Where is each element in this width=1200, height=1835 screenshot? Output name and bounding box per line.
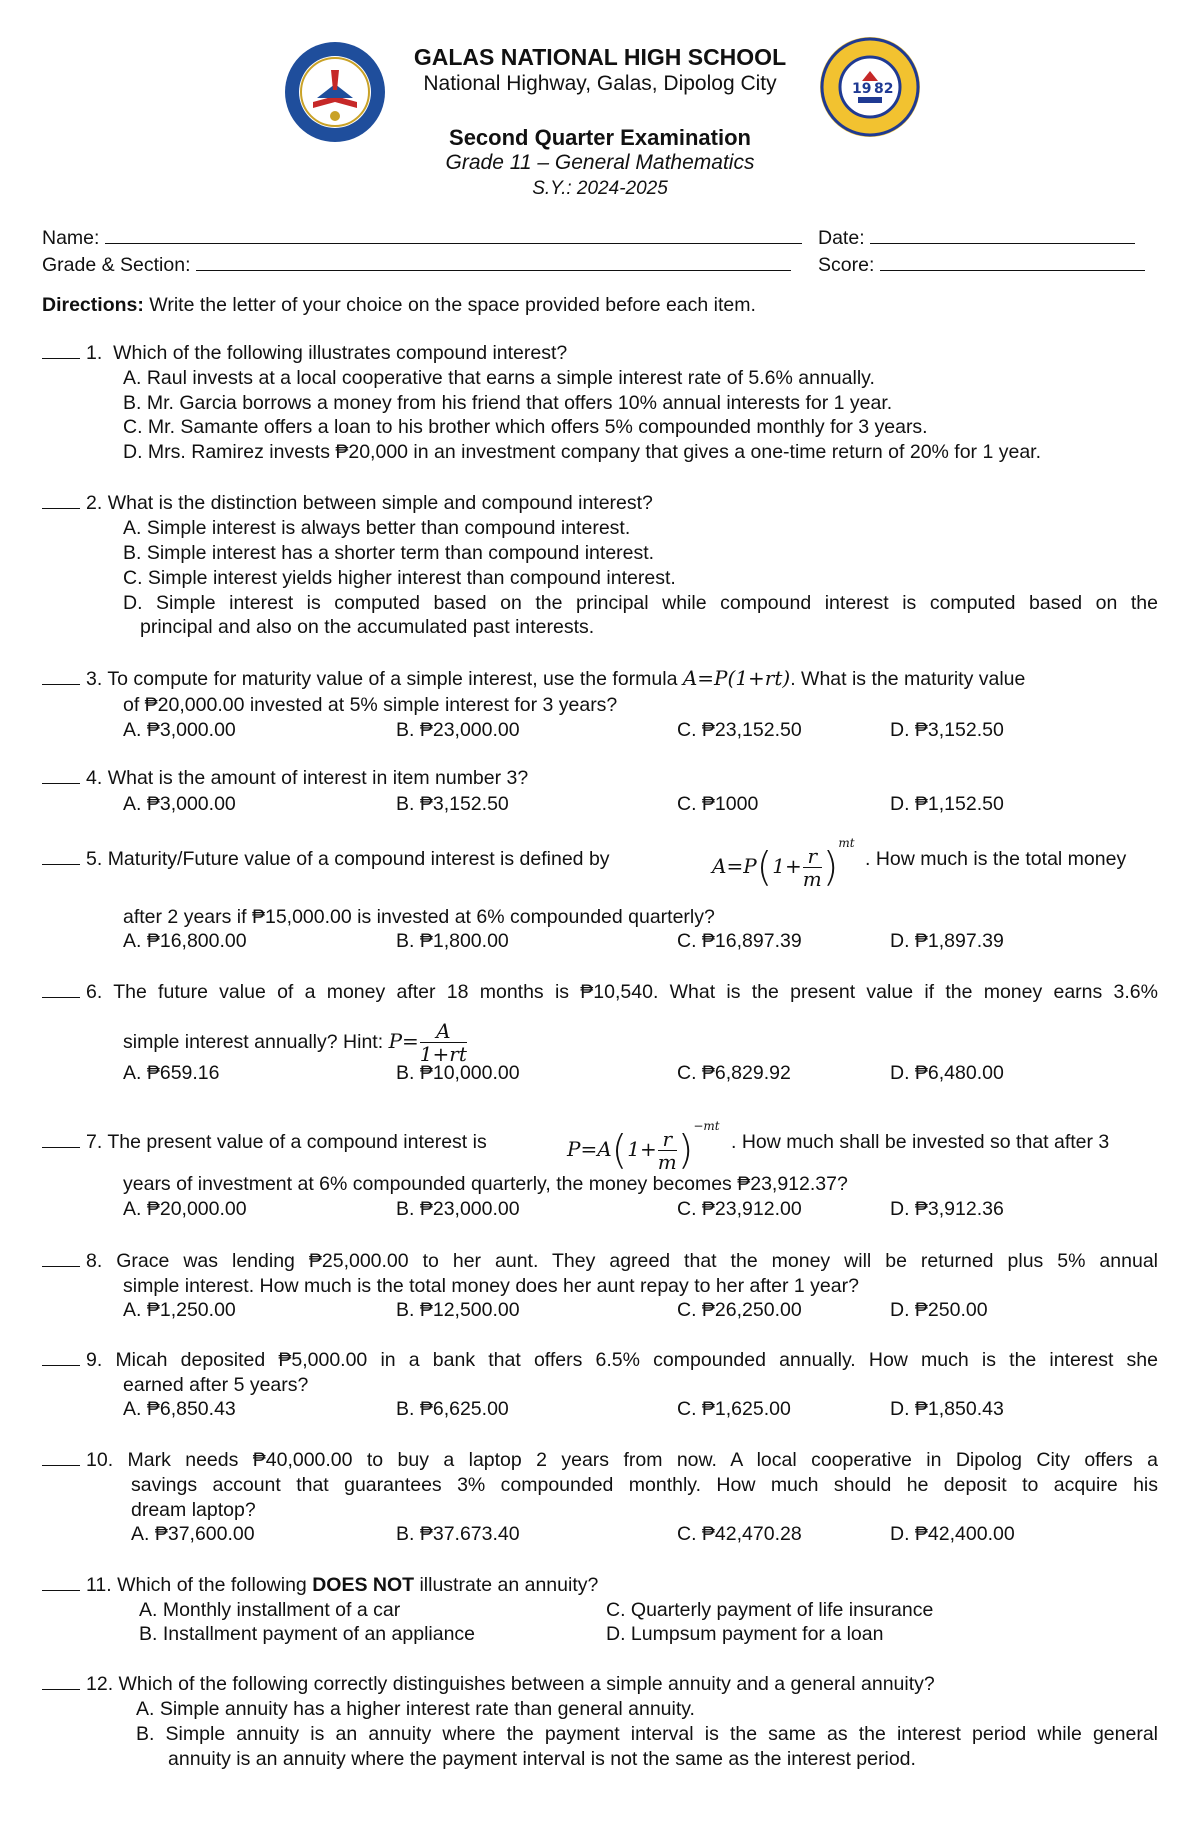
logo-year-b: 82 xyxy=(874,81,894,97)
formula-one: 1+ xyxy=(772,854,802,878)
option-b: B. Simple annuity is an annuity where the payment interval is the same as the interest period while general xyxy=(136,1723,1158,1745)
formula-paren-open: ( xyxy=(756,844,773,891)
formula-denominator: 1+rt xyxy=(419,1042,467,1066)
option-c: C. ₱1,625.00 xyxy=(677,1398,791,1420)
answer-blank-11[interactable] xyxy=(42,1576,80,1591)
exam-title: Second Quarter Examination xyxy=(449,125,751,150)
question-number: 9. xyxy=(86,1349,103,1371)
score-field[interactable] xyxy=(880,256,1145,271)
formula-paren-open: ( xyxy=(611,1127,628,1174)
answer-blank-7[interactable] xyxy=(42,1133,80,1148)
option-b: B. Mr. Garcia borrows a money from his friend that offers 10% annual interests for 1 year. xyxy=(123,392,893,414)
question-number: 3. xyxy=(86,668,103,690)
date-field[interactable] xyxy=(870,229,1135,244)
question-number: 2. xyxy=(86,492,103,514)
question-text-line2 xyxy=(123,1021,468,1064)
question-text: What is the distinction between simple and compound interest? xyxy=(107,492,653,514)
option-b: B. ₱3,152.50 xyxy=(396,793,509,815)
option-d: D. ₱3,912.36 xyxy=(890,1198,1004,1220)
answer-blank-8[interactable] xyxy=(42,1252,80,1267)
formula-one: 1+ xyxy=(627,1137,657,1161)
formula-lhs: P= xyxy=(388,1029,419,1053)
option-b-continued: annuity is an annuity where the payment interval is not the same as the interest period. xyxy=(168,1748,916,1770)
option-b: B. ₱1,800.00 xyxy=(396,930,509,952)
formula-fraction xyxy=(803,846,822,889)
option-c: C. ₱42,470.28 xyxy=(677,1523,802,1545)
school-year: S.Y.: 2024-2025 xyxy=(532,178,668,199)
question-10 xyxy=(42,1448,1158,1472)
question-text-line2: after 2 years if ₱15,000.00 is invested at 6% compounded quarterly? xyxy=(123,906,715,928)
option-a: A. ₱37,600.00 xyxy=(131,1523,255,1545)
option-d: D. ₱1,850.43 xyxy=(890,1398,1004,1420)
option-a: A. ₱6,850.43 xyxy=(123,1398,236,1420)
present-value-simple-formula xyxy=(388,1019,468,1066)
compound-future-formula xyxy=(712,836,855,889)
name-field[interactable] xyxy=(105,229,802,244)
question-number: 12. xyxy=(86,1673,114,1695)
option-c: C. Simple interest yields higher interest than compound interest. xyxy=(123,567,676,589)
question-text: What is the amount of interest in item number 3? xyxy=(107,767,529,789)
deped-seal-logo xyxy=(283,40,387,144)
question-number: 1. xyxy=(86,342,103,364)
question-text-cont: . What is the maturity value xyxy=(790,668,1026,690)
question-number: 5. xyxy=(86,848,103,870)
question-text-cont: . How much is the total money xyxy=(865,848,1127,870)
answer-blank-9[interactable] xyxy=(42,1351,80,1366)
option-d: D. Mrs. Ramirez invests ₱20,000 in an investment company that gives a one-time return of 20% for 1 year. xyxy=(123,441,1042,463)
name-row xyxy=(42,226,802,250)
question-number: 11. xyxy=(86,1574,112,1596)
grade-section-row xyxy=(42,253,791,277)
question-3 xyxy=(42,666,1158,691)
option-b: B. ₱6,625.00 xyxy=(396,1398,509,1420)
answer-blank-6[interactable] xyxy=(42,983,80,998)
school-address: National Highway, Galas, Dipolog City xyxy=(423,72,777,95)
formula-numerator: r xyxy=(658,1129,677,1151)
option-a: A. Simple annuity has a higher interest rate than general annuity. xyxy=(136,1698,695,1720)
option-a: A. Raul invests at a local cooperative that earns a simple interest rate of 5.6% annually. xyxy=(123,367,875,389)
question-number: 8. xyxy=(86,1250,103,1272)
hint-text: simple interest annually? Hint: xyxy=(123,1031,384,1053)
option-b: B. ₱10,000.00 xyxy=(396,1062,520,1084)
formula-fraction xyxy=(420,1021,467,1064)
simple-interest-formula: A=P(1+rt) xyxy=(682,666,791,690)
grade-section-field[interactable] xyxy=(196,256,791,271)
question-number: 10. xyxy=(86,1449,114,1471)
question-6 xyxy=(42,980,1158,1004)
option-a: A. Monthly installment of a car xyxy=(139,1599,401,1621)
formula-fraction xyxy=(658,1129,677,1172)
formula-paren-close: ) xyxy=(822,844,839,891)
option-c: C. Quarterly payment of life insurance xyxy=(606,1599,934,1621)
option-c: C. ₱23,912.00 xyxy=(677,1198,802,1220)
question-text-line2: of ₱20,000.00 invested at 5% simple interest for 3 years? xyxy=(123,694,618,716)
option-c: C. ₱26,250.00 xyxy=(677,1299,802,1321)
date-row xyxy=(818,226,1135,250)
option-d: D. ₱1,152.50 xyxy=(890,793,1004,815)
option-b: B. Simple interest has a shorter term than compound interest. xyxy=(123,542,655,564)
question-text: Which of the following correctly distinguishes between a simple annuity and a general annuity? xyxy=(118,1673,935,1695)
question-text: The future value of a money after 18 months is ₱10,540. What is the present value if the money earns 3.6% xyxy=(113,981,1158,1003)
option-d: D. Simple interest is computed based on the principal while compound interest is computed based on the xyxy=(123,592,1158,614)
option-d: D. Lumpsum payment for a loan xyxy=(606,1623,884,1645)
option-c: C. Mr. Samante offers a loan to his brother which offers 5% compounded monthly for 3 years. xyxy=(123,416,928,438)
option-d-continued: principal and also on the accumulated past interests. xyxy=(140,616,595,638)
answer-blank-12[interactable] xyxy=(42,1675,80,1690)
question-text: The present value of a compound interest is xyxy=(107,1131,487,1153)
question-number: 4. xyxy=(86,767,103,789)
question-text: Micah deposited ₱5,000.00 in a bank that offers 6.5% compounded annually. How much is the interest she xyxy=(115,1349,1158,1371)
formula-denominator: m xyxy=(802,867,822,891)
option-c: C. ₱1000 xyxy=(677,793,759,815)
question-text-line2: earned after 5 years? xyxy=(123,1374,309,1396)
formula-paren-close: ) xyxy=(677,1127,694,1174)
option-a: A. ₱3,000.00 xyxy=(123,793,236,815)
question-5 xyxy=(42,847,610,871)
directions-text: Write the letter of your choice on the space provided before each item. xyxy=(143,294,756,316)
question-text: To compute for maturity value of a simple interest, use the formula xyxy=(107,668,678,690)
question-text: Maturity/Future value of a compound interest is defined by xyxy=(107,848,610,870)
option-a: A. Simple interest is always better than compound interest. xyxy=(123,517,631,539)
question-2 xyxy=(42,491,653,515)
grade-section-label: Grade & Section: xyxy=(42,254,191,276)
formula-numerator: r xyxy=(803,846,822,868)
option-b: B. ₱23,000.00 xyxy=(396,719,520,741)
score-label: Score: xyxy=(818,254,875,276)
logo-year-a: 19 xyxy=(852,81,872,97)
option-b: B. ₱37.673.40 xyxy=(396,1523,520,1545)
question-9 xyxy=(42,1348,1158,1372)
option-b: B. Installment payment of an appliance xyxy=(139,1623,476,1645)
answer-blank-5[interactable] xyxy=(42,850,80,865)
question-11 xyxy=(42,1573,598,1597)
option-b: B. ₱23,000.00 xyxy=(396,1198,520,1220)
formula-exponent: mt xyxy=(838,836,855,850)
compound-present-formula xyxy=(567,1119,720,1172)
option-a: A. ₱659.16 xyxy=(123,1062,220,1084)
question-text: Mark needs ₱40,000.00 to buy a laptop 2 years from now. A local cooperative in Dipolog City offers a xyxy=(127,1449,1158,1471)
date-label: Date: xyxy=(818,227,865,249)
question-text: Grace was lending ₱25,000.00 to her aunt. They agreed that the money will be returned plus 5% annual xyxy=(116,1250,1158,1272)
formula-numerator: A xyxy=(420,1021,467,1043)
option-b: B. ₱12,500.00 xyxy=(396,1299,520,1321)
formula-exponent: −mt xyxy=(693,1119,720,1133)
name-label: Name: xyxy=(42,227,100,249)
formula-lhs: A=P xyxy=(712,854,757,878)
option-a: A. ₱3,000.00 xyxy=(123,719,236,741)
question-emphasis: DOES NOT xyxy=(312,1574,415,1596)
question-text: Which of the following xyxy=(117,1574,313,1596)
option-d: D. ₱3,152.50 xyxy=(890,719,1004,741)
answer-blank-10[interactable] xyxy=(42,1451,80,1466)
option-c: C. ₱16,897.39 xyxy=(677,930,802,952)
score-row xyxy=(818,253,1145,277)
option-c: C. ₱23,152.50 xyxy=(677,719,802,741)
question-text-cont: illustrate an annuity? xyxy=(414,1574,599,1596)
question-number: 6. xyxy=(86,981,103,1003)
answer-blank-3[interactable] xyxy=(42,670,80,685)
question-8 xyxy=(42,1249,1158,1273)
question-text-line2: years of investment at 6% compounded quarterly, the money becomes ₱23,912.37? xyxy=(123,1173,848,1195)
option-a: A. ₱16,800.00 xyxy=(123,930,247,952)
formula-denominator: m xyxy=(657,1150,677,1174)
answer-blank-4[interactable] xyxy=(42,769,80,784)
option-c: C. ₱6,829.92 xyxy=(677,1062,791,1084)
directions xyxy=(42,293,756,317)
option-d: D. ₱250.00 xyxy=(890,1299,988,1321)
question-4 xyxy=(42,766,528,790)
question-12 xyxy=(42,1672,935,1696)
answer-blank-2[interactable] xyxy=(42,494,80,509)
option-d: D. ₱42,400.00 xyxy=(890,1523,1015,1545)
directions-label: Directions: xyxy=(42,294,144,316)
gnhs-seal-logo xyxy=(818,35,922,139)
school-name: GALAS NATIONAL HIGH SCHOOL xyxy=(413,44,787,70)
question-1 xyxy=(42,341,567,365)
formula-lhs: P=A xyxy=(567,1137,612,1161)
question-7 xyxy=(42,1130,487,1154)
answer-blank-1[interactable] xyxy=(42,344,80,359)
question-text-cont: . How much shall be invested so that after 3 xyxy=(731,1131,1110,1153)
option-a: A. ₱20,000.00 xyxy=(123,1198,247,1220)
option-d: D. ₱6,480.00 xyxy=(890,1062,1004,1084)
exam-subject: Grade 11 – General Mathematics xyxy=(445,151,755,174)
option-d: D. ₱1,897.39 xyxy=(890,930,1004,952)
question-text-line3: dream laptop? xyxy=(131,1499,256,1521)
question-number: 7. xyxy=(86,1131,103,1153)
option-a: A. ₱1,250.00 xyxy=(123,1299,236,1321)
question-text-line2: savings account that guarantees 3% compounded monthly. How much should he deposit to acquire his xyxy=(131,1474,1158,1496)
question-text-line2: simple interest. How much is the total money does her aunt repay to her after 1 year? xyxy=(123,1275,859,1297)
question-text: Which of the following illustrates compound interest? xyxy=(113,342,568,364)
